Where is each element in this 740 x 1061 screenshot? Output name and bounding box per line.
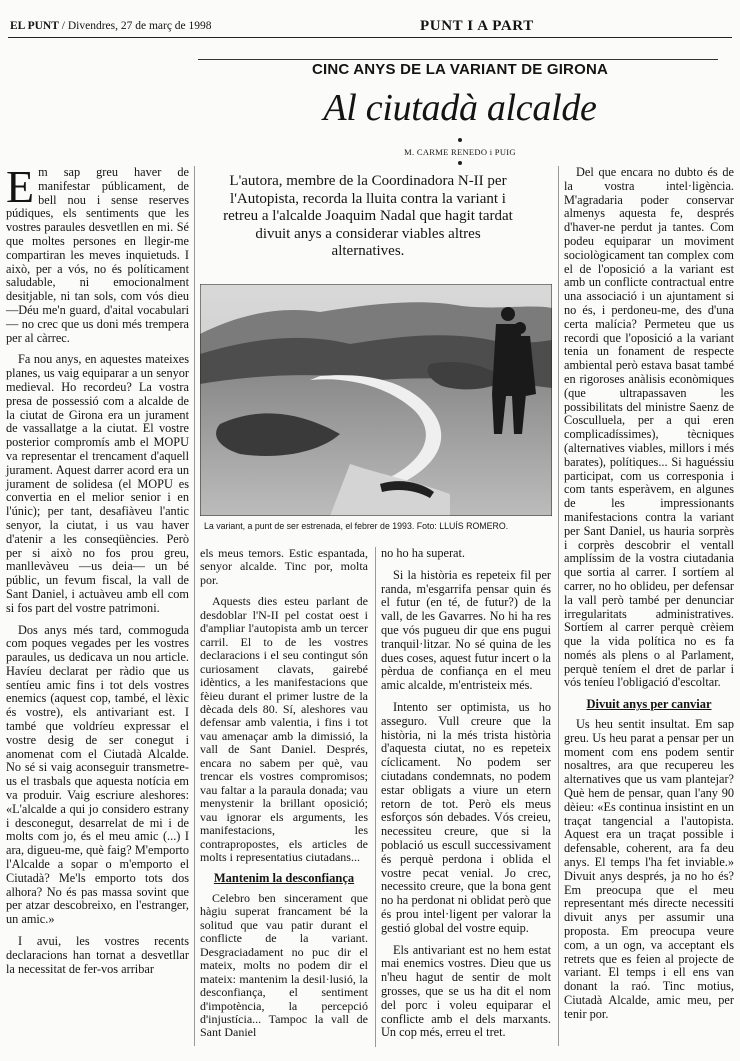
kicker-rule [198,59,718,60]
paragraph: els meus temors. Estic espantada, senyor alcalde. Tinc por, molta por. [200,546,368,587]
article-column-1 [6,161,189,984]
article-subtitle: L'autora, membre de la Coordinadora N-II per l'Autopista, recorda la lluita contra la variant i retreu a l'alcalde Joaquim Nadal que hagit tardat divuit anys a considerar viables altres alternatives. [223,173,513,259]
issue-date: / Divendres, 27 de març de 1998 [61,20,212,32]
paragraph [6,161,189,345]
section-subhead: Divuit anys per canviar [586,697,712,712]
ornament-bullet [458,138,462,142]
publication-name: EL PUNT [10,20,59,32]
article-headline: Al ciutadà alcalde [323,87,597,129]
article-column-4 [564,166,734,1030]
paragraph-text: m sap greu haver de manifestar públicament, de bell nou i sense reserves púdiques, els sentiments que les vostres paraules desvetllen en mi. Sé que moltes persones en llegir-me compartiran les meves inquietuds. I això, per a vós, no és políticament saludable, ni emocionalment desitjable, ni tan sols, com vós dieu —Déu me'n guard, d'aital vocabulari— no crec que us doni més trempera per al càrrec. [6,165,189,345]
paragraph: Celebro ben sincerament que hàgiu superat francament bé la solitud que vau patir durant el conflicte de la variant. Desgraciadament no puc dir el mateix, molts no podem dir el mateix: mantenim la desil·lusió, la desconfiança, el sentiment d'impotència, la percepció d'injustícia... Tampoc la vall de Sant Daniel [200,890,368,1040]
paragraph: Intento ser optimista, us ho asseguro. Vull creure que la història, ni la més trista història d'aquesta ciutat, no es repeteix cíclicament. No podem ser ciutadans condemnats, no podem estar obligats a viure un etern retorn de tot. Però els meus esforços són debades. Vós creieu, necessiteu creure, que si la població us escull successivament és perquè perdona i oblida el vostre pecat venial. Jo crec, necessito creure, que la bona gent no ha perdonat ni oblidat però que és prou intel·ligent per valorar la gestió global del vostre equip. [381,699,551,935]
header-publication-date [10,20,212,32]
paragraph: no ho ha superat. [381,546,466,560]
column-rule [558,166,559,1046]
page-header [8,18,732,38]
column-rule [194,166,195,1046]
paragraph: Dos anys més tard, commoguda com poques vegades per les vostres paraules, us dedicava un nou article. Havíeu declarat per ràdio que us sentíeu amic fins i tot dels vostres enemics (aquest cop, també, el lèxic és vostre), els antivariant est. I també que voldríeu expressar el vostre desig de ser conegut i anomenat com el Ciutadà Alcalde. No sé si vaig aconseguir transmetre-us el trasbals que aquesta notícia em va produir. Vaig escriure aleshores: «L'alcalde a qui jo considero estrany i desconegut, desarrelat de mi i de molts com jo, és el meu amic (...) I ara, digueu-me, què faig? M'emporto l'Alcalde a sopar o m'emporto el Ciutadà? Me'ls emporto tots dos alhora? No és pas massa sovint que per atzar descobreixo, en l'estranger, un amic.» [6,622,189,927]
paragraph: Del que encara no dubto és de la vostra intel·ligència. M'agradaria poder conservar almenys aquesta fe, després d'haver-ne perdut ja tantes. Com podeu equiparar un moviment sociològicament tan complex com el de l'oposició a la variant est amb un conflicte contractual entre una associació i un ajuntament si no és, i perdoneu-me, des d'una certa malícia? Permeteu que us recordi que l'oposició a la variant tenia un fonament de respecte ambiental però estava basat també en rigoroses anàlisis econòmiques (que ultrapassaven les possibilitats del ministre Saenz de Cosculluela, per a qui eren complicadíssimes), tècniques (alternatives viables, millors i més barates), polítiques... Si haguéssiu participat, com us corresponia i com tants esperàvem, en algunes de les impressionants manifestacions contra la variant per Sant Daniel, us hauria sorprès i corprès descobrir el ventall amplíssim de la vostra ciutadania que sortia al carrer. I sortíem al carrer, no ho oblideu, per defensar la vall però també per denunciar irregularitats administratives. Sortíem al carrer perquè crèiem que la vida política no es fa només als plens o al Parlament, perquè teníem el dret de parlar i vós teníeu l'obligació d'escoltar. [564,165,734,690]
paragraph: Els antivariant est no hem estat mai enemics vostres. Dieu que us n'heu hagut de sentir de molt grosses, que se us ha dit el nom del porc i voleu equiparar el conflicte amb el dels marxants. Un cop més, erreu el tret. [381,942,551,1040]
section-subhead: Mantenim la desconfiança [213,871,355,886]
paragraph: Fa nou anys, en aquestes mateixes planes, us vaig equiparar a un senyor medieval. Ho recordeu? La vostra presa de possessió com a alcalde de la ciutat de Girona era un jurament de vassallatge a la ciutat. El vostre posterior compromís amb el MOPU va representar el trencament d'aquell jurament. Aquest darrer acord era un jurament de solidesa (el MOPU es convertia en el melior senior i en l'únic); per tant, desafiàveu l'antic senyor, la ciutat, i us vau haver d'atenir a les conseqüències. Però per si això no fos prou greu, manllevàveu —us deia— un bé públic, un fevum fiscal, la vall de Sant Daniel, i actuàveu amb ell com si fos part del vostre patrimoni. [6,352,189,615]
article-photo [200,284,552,516]
article-column-3 [381,547,551,1048]
article-byline: M. CARME RENEDO i PUIG [404,147,516,157]
drop-cap: E [6,161,35,212]
column-rule [375,547,376,1047]
article-column-2 [200,547,368,1048]
ornament-bullet [458,161,462,165]
paragraph: I avui, les vostres recents declaracions han tornat a desvetllar la necessitat de fer-vos arribar [6,934,189,976]
photo-caption: La variant, a punt de ser estrenada, el febrer de 1993. Foto: LLUÍS ROMERO. [204,521,509,531]
paragraph: Si la història es repeteix fil per randa, m'esgarrifa pensar quin és el futur (en té, de futur?) de la vall, de les Gavarres. No hi ha res que vós pugueu dir que ens pugui tranquil·litzar. No sé quina de les dues coses, aquest futur incert o la pèrdua de confiança en el meu amic alcalde, m'entristeix més. [381,567,551,693]
paragraph: Aquests dies esteu parlant de desdoblar l'N-II pel costat oest i d'ampliar l'autopista amb un tercer carril. El to de les vostres declaracions i el seu contingut són curiosament clavats, gairebé idèntics, a les manifestacions que fèieu durant el primer lustre de la dècada dels 80. Sí, aleshores vau defensar amb valentia, i fins i tot vau amenaçar amb la dimissió, la vall de Sant Daniel. Després, encara no sabem per què, vau trencar els vostres compromisos; vau faltar a la paraula donada; vau menystenir la brillant oposició; vau ignorar els arguments, les manifestacions, les contrapropostes, els articles de molts i representatius ciutadans... [200,594,368,864]
article-kicker: CINC ANYS DE LA VARIANT DE GIRONA [311,61,609,78]
paragraph: Us heu sentit insultat. Em sap greu. Us heu parat a pensar per un moment com ens podem sentir nosaltres, ara que recupereu les alternatives que us vam plantejar? Què hem de pensar, quan l'any 90 dèieu: «Es continua insistint en un traçat tangencial a l'autopista. Aquest era un traçat possible i defensable, coherent, ara fa deu anys. El temps l'ha fet inviable.» Divuit anys després, ja no ho és? Em preocupa que el meu representant més directe necessiti divuit anys per assumir una proposta. Em preocupa veure com, a un ogn, va acceptant els retrets que es feien al projecte de variant. El temps i ell ens van donant la raó. Tinc motius, Ciutadà Alcalde, amic meu, per tenir por. [564,717,734,1021]
section-name: PUNT I A PART [420,18,534,34]
